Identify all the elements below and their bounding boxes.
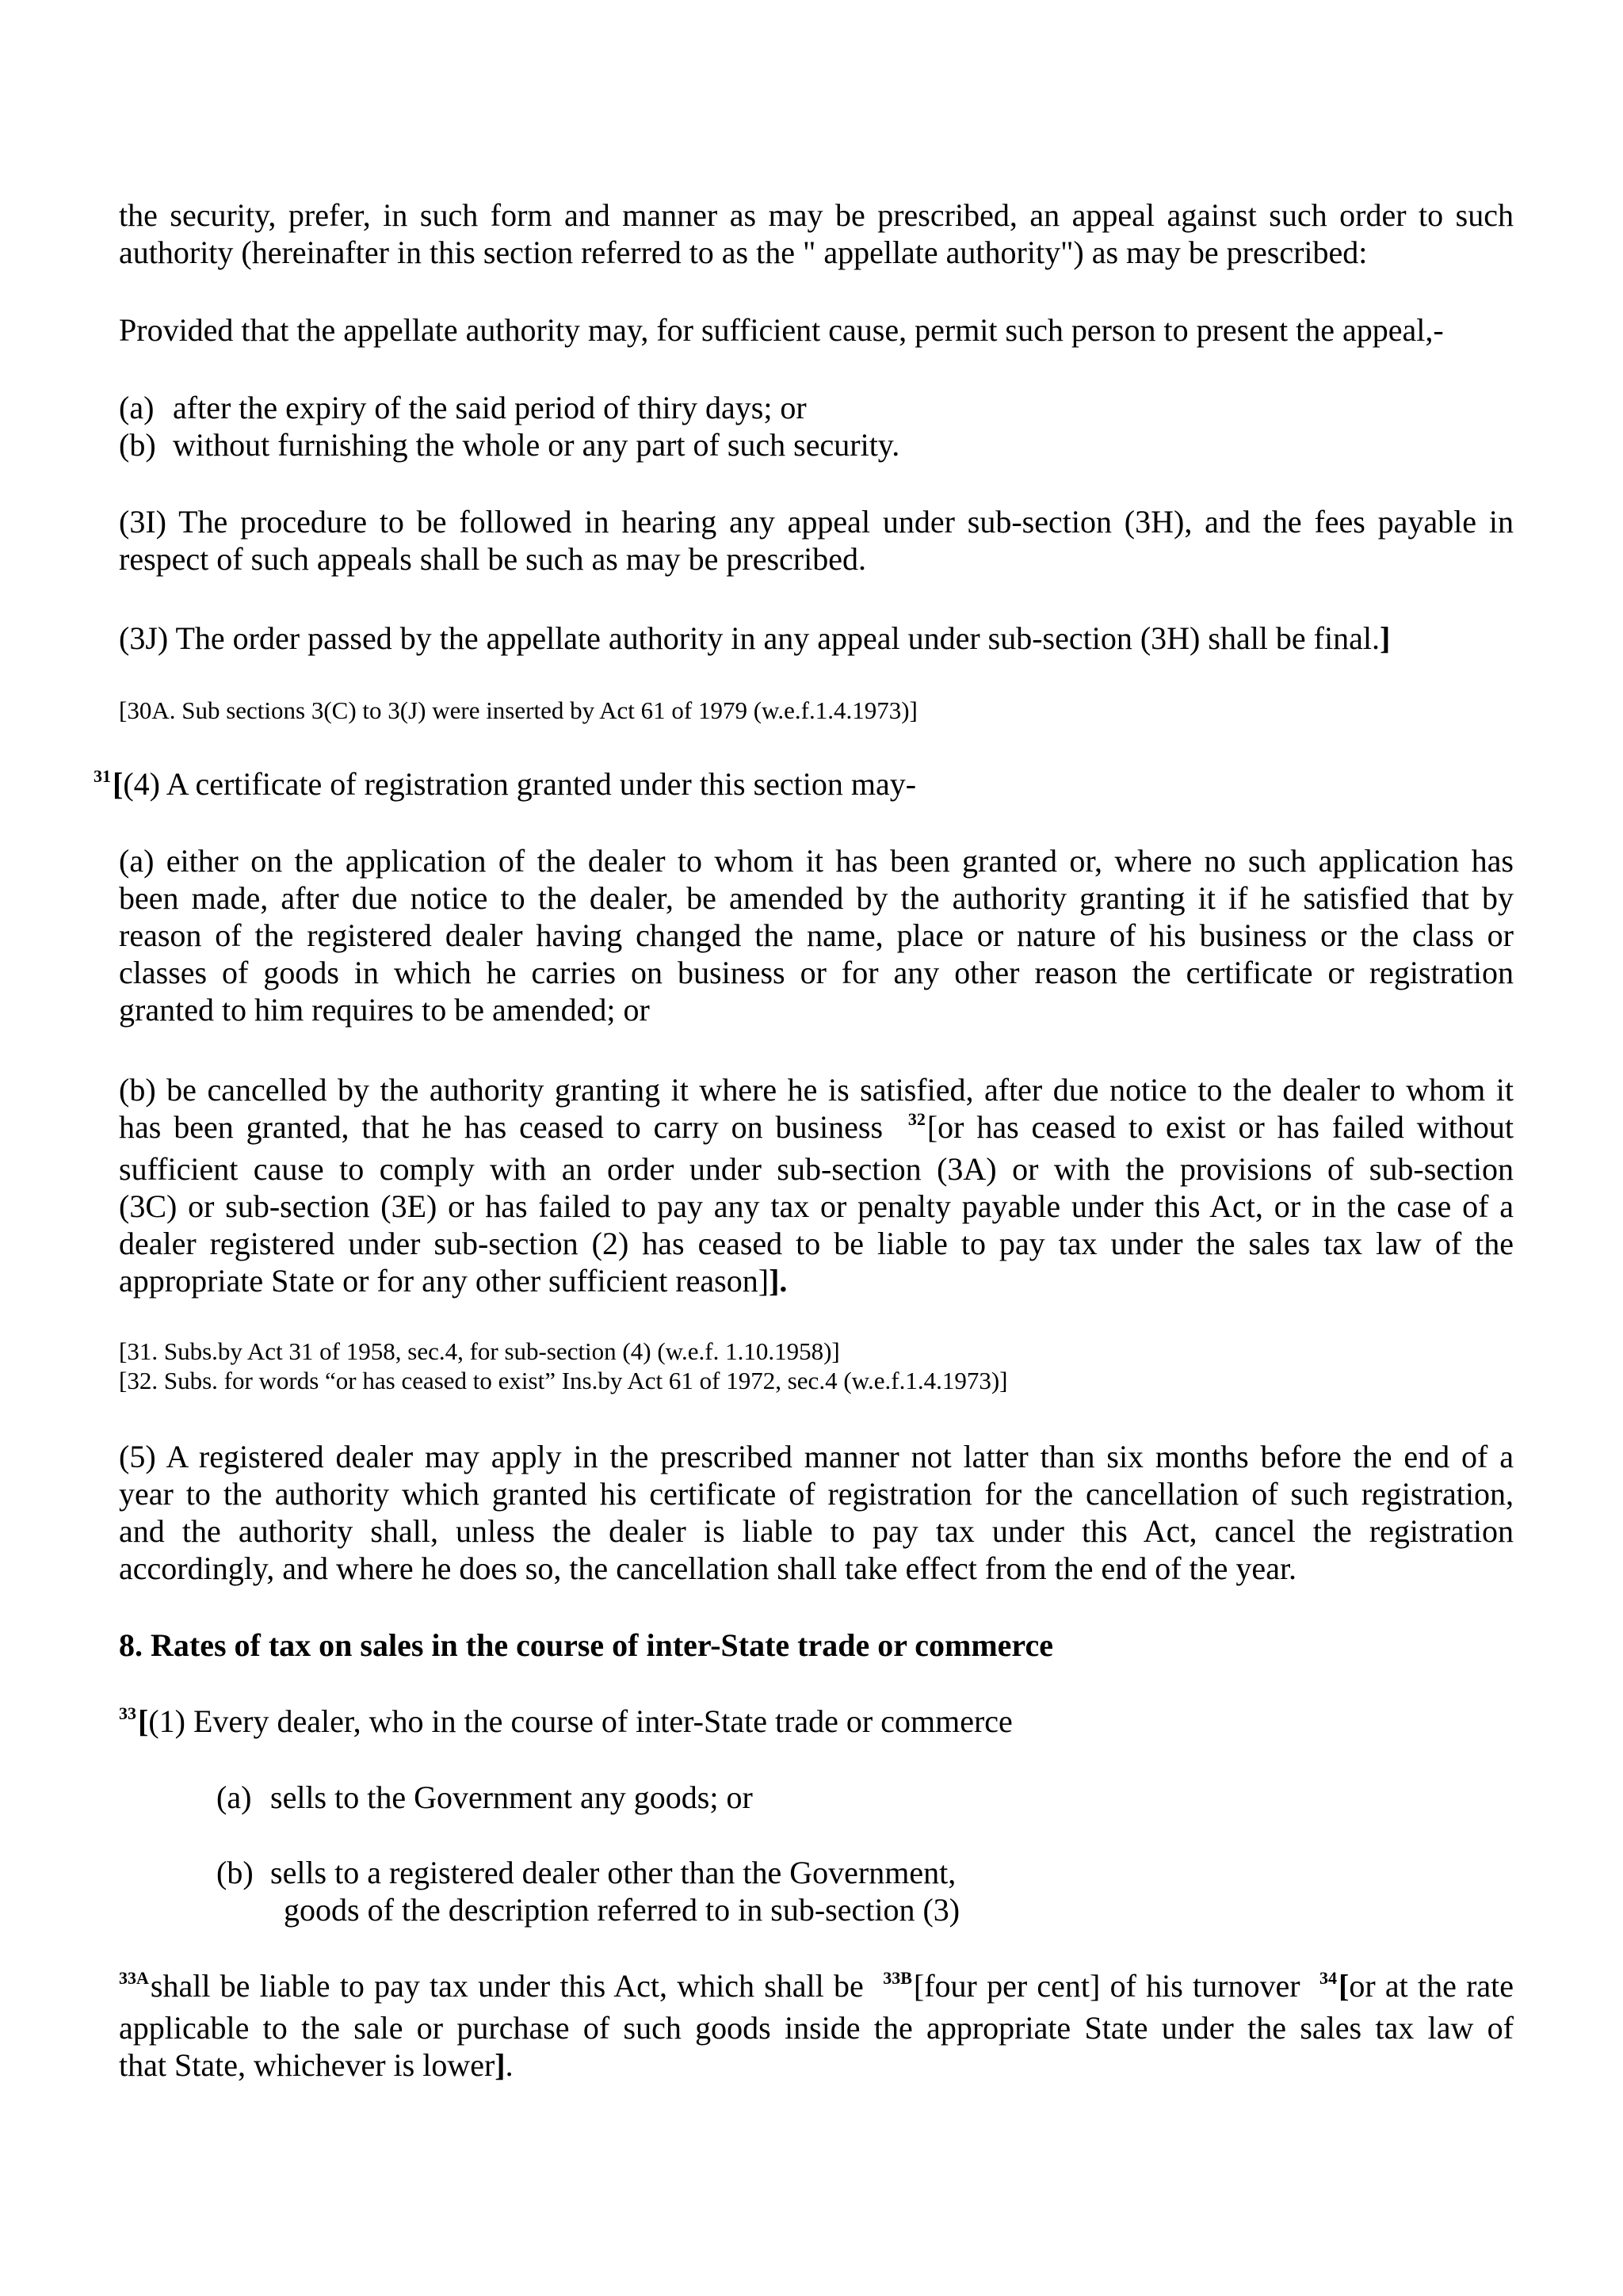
list-item-text: sells to a registered dealer other than the Government, xyxy=(270,1855,957,1890)
heading-text: 8. Rates of tax on sales in the course of inter-State trade or commerce xyxy=(119,1627,1053,1663)
list-item-label: (a) xyxy=(216,1779,252,1815)
section-heading xyxy=(119,1627,1514,1664)
footnotes-31-32 xyxy=(119,1337,1514,1395)
sales-list-b xyxy=(216,1854,1326,1928)
paragraph-text: (3J) The order passed by the appellate authority in any appeal under sub-section (3H) shall be final. xyxy=(119,620,1380,656)
paragraph-text: (1) Every dealer, who in the course of inter-State trade or commerce xyxy=(148,1703,1013,1739)
footnote-marker: 33A xyxy=(119,1968,149,1988)
list-item-label: (b) xyxy=(216,1855,254,1890)
text-line xyxy=(119,1967,1514,2009)
paragraph-proviso xyxy=(119,311,1514,349)
footnote-marker: 33B xyxy=(883,1968,912,1988)
text-line: reason of the registered dealer having changed the name, place or nature of his business or the class or xyxy=(119,917,1514,953)
text-line: (3C) or sub-section (3E) or has failed to pay any tax or penalty payable under this Act, or in the case of a xyxy=(119,1188,1514,1224)
list-item xyxy=(119,389,1514,426)
list-item xyxy=(216,1779,1326,1816)
paragraph-4 xyxy=(94,765,1488,807)
text-line xyxy=(119,1703,1514,1745)
text-line xyxy=(119,1262,1514,1299)
paragraph-text: (4) A certificate of registration granted under this section may- xyxy=(123,766,917,802)
paragraph-3j xyxy=(119,620,1514,657)
paragraph-liability xyxy=(119,1967,1514,2084)
text-line: classes of goods in which he carries on business or for any other reason the certificate or registration xyxy=(119,955,1514,990)
text-line: been made, after due notice to the dealer, be amended by the authority granting it if he satisfied that by xyxy=(119,880,1514,916)
list-item-label: (b) xyxy=(119,427,156,463)
text-line: (a) either on the application of the dealer to whom it has been granted or, where no such application has xyxy=(119,843,1514,879)
text-line: authority (hereinafter in this section referred to as the " appellate authority") as may be prescribed: xyxy=(119,235,1368,270)
period: . xyxy=(505,2047,514,2083)
paragraph-5 xyxy=(119,1438,1514,1587)
text-segment: [four per cent] of his turnover xyxy=(913,1968,1310,2004)
text-line: and the authority shall, unless the dealer is liable to pay tax under this Act, cancel the registration xyxy=(119,1513,1514,1549)
text-segment: [or has ceased to exist or has failed without xyxy=(926,1109,1514,1145)
text-segment: that State, whichever is lower xyxy=(119,2047,495,2083)
text-segment: has been granted, that he has ceased to carry on business xyxy=(119,1109,896,1145)
text-line: dealer registered under sub-section (2) has ceased to be liable to pay tax under the sales tax law of the xyxy=(119,1226,1514,1261)
list-item-text: sells to the Government any goods; or xyxy=(270,1779,753,1815)
text-segment: shall be liable to pay tax under this Act, which shall be xyxy=(150,1968,873,2004)
period: . xyxy=(779,1263,788,1299)
text-line: applicable to the sale or purchase of such goods inside the appropriate State under the sales tax law of xyxy=(119,2010,1514,2046)
footnote-text: [30A. Sub sections 3(C) to 3(J) were inserted by Act 61 of 1979 (w.e.f.1.4.1973)] xyxy=(119,696,918,724)
opening-bracket: [ xyxy=(113,766,124,802)
list-item-label: (a) xyxy=(119,390,155,425)
text-line xyxy=(119,620,1514,657)
footnote-marker: 33 xyxy=(119,1703,136,1723)
footnote-text: [31. Subs.by Act 31 of 1958, sec.4, for sub-section (4) (w.e.f. 1.10.1958)] xyxy=(119,1337,840,1365)
text-line: the security, prefer, in such form and manner as may be prescribed, an appeal against such order to such xyxy=(119,197,1514,233)
list-item-continuation: goods of the description referred to in sub-section (3) xyxy=(284,1892,960,1928)
list-item-text: without furnishing the whole or any part of such security. xyxy=(173,427,900,463)
text-segment: or at the rate xyxy=(1349,1968,1514,2004)
text-line xyxy=(94,765,1488,807)
text-line: accordingly, and where he does so, the cancellation shall take effect from the end of the year. xyxy=(119,1550,1297,1586)
footnote-text: [32. Subs. for words “or has ceased to exist” Ins.by Act 61 of 1972, sec.4 (w.e.f.1.4.1973)] xyxy=(119,1367,1008,1394)
list-item xyxy=(119,426,1514,463)
paragraph-4a xyxy=(119,842,1514,1028)
text-line: (b) be cancelled by the authority granting it where he is satisfied, after due notice to the dealer to whom it xyxy=(119,1072,1514,1108)
text-line: respect of such appeals shall be such as may be prescribed. xyxy=(119,541,866,577)
proviso-list xyxy=(119,389,1514,463)
footnote-marker: 32 xyxy=(907,1109,926,1129)
opening-bracket: [ xyxy=(138,1703,149,1739)
list-item-text: after the expiry of the said period of thiry days; or xyxy=(173,390,807,425)
text-line: sufficient cause to comply with an order under sub-section (3A) or with the provisions of sub-section xyxy=(119,1151,1514,1187)
text-segment: appropriate State or for any other sufficient reason] xyxy=(119,1263,769,1299)
sales-list xyxy=(216,1779,1326,1816)
paragraph-security-appeal xyxy=(119,196,1514,271)
footnote-marker: 34 xyxy=(1319,1968,1337,1988)
opening-bracket: [ xyxy=(1338,1968,1350,2004)
text-line: (5) A registered dealer may apply in the prescribed manner not latter than six months before the end of a xyxy=(119,1439,1514,1474)
closing-bracket: ] xyxy=(1379,620,1391,656)
paragraph-3i xyxy=(119,503,1514,578)
paragraph-4b xyxy=(119,1071,1514,1299)
text-line: year to the authority which granted his certificate of registration for the cancellation of such registration, xyxy=(119,1476,1514,1512)
text-line: Provided that the appellate authority may, for sufficient cause, permit such person to present the appeal,- xyxy=(119,312,1444,348)
footnote-30a xyxy=(119,696,1514,725)
text-line: granted to him requires to be amended; or xyxy=(119,992,650,1028)
text-line xyxy=(119,2046,1514,2084)
paragraph-8-1 xyxy=(119,1703,1514,1745)
footnote-marker: 31 xyxy=(94,766,111,786)
closing-bracket: ] xyxy=(495,2047,506,2083)
text-line: (3I) The procedure to be followed in hearing any appeal under sub-section (3H), and the fees payable in xyxy=(119,504,1514,540)
text-line xyxy=(119,1108,1514,1150)
closing-bracket: ] xyxy=(769,1263,780,1299)
list-item xyxy=(216,1854,1326,1891)
